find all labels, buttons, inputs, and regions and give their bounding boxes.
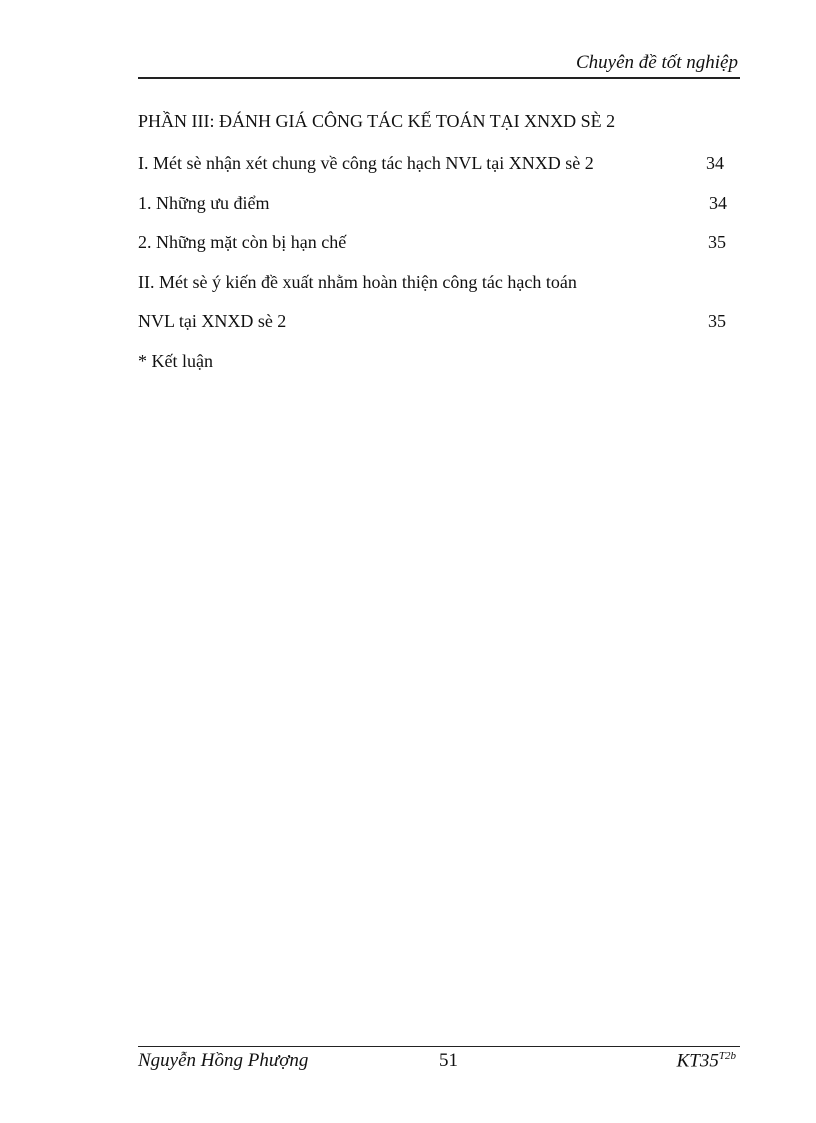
toc-item-text: 2. Những mặt còn bị hạn chế <box>138 232 347 252</box>
class-code-main: KT35 <box>676 1050 719 1072</box>
page-footer <box>138 1046 740 1087</box>
toc-item-conclusion <box>138 348 728 374</box>
toc-item-section-2 <box>138 229 728 255</box>
toc-item-page: 34 <box>706 153 724 173</box>
toc-item-page: 35 <box>708 232 726 252</box>
toc-item-section-ii-cont <box>138 308 728 334</box>
toc-item-text: * Kết luận <box>138 351 213 371</box>
toc-item-text: 1. Những ưu điểm <box>138 193 270 213</box>
footer-author: Nguyễn Hồng Phượng <box>138 1050 309 1071</box>
class-code <box>677 1050 736 1072</box>
page-number: 51 <box>439 1050 458 1071</box>
toc-item-part-iii <box>138 108 728 134</box>
toc-item-text: II. Mét sè ý kiến đề xuất nhằm hoàn thiện công tác hạch toán <box>138 272 577 292</box>
toc-item-section-ii <box>138 269 728 295</box>
toc-item-text: PHẦN III: ĐÁNH GIÁ CÔNG TÁC KẾ TOÁN TẠI XNXD SÈ 2 <box>138 111 616 131</box>
toc-item-section-i <box>138 150 728 176</box>
toc-item-text: I. Mét sè nhận xét chung về công tác hạch NVL tại XNXD sè 2 <box>138 153 594 173</box>
page-header <box>138 50 740 79</box>
class-code-superscript: T2b <box>718 1050 736 1062</box>
toc-item-page: 34 <box>709 193 727 213</box>
toc-item-page: 35 <box>708 311 726 331</box>
toc-item-section-1 <box>138 190 728 216</box>
toc-item-text: NVL tại XNXD sè 2 <box>138 311 287 331</box>
header-title: Chuyên đề tốt nghiệp <box>576 52 738 73</box>
